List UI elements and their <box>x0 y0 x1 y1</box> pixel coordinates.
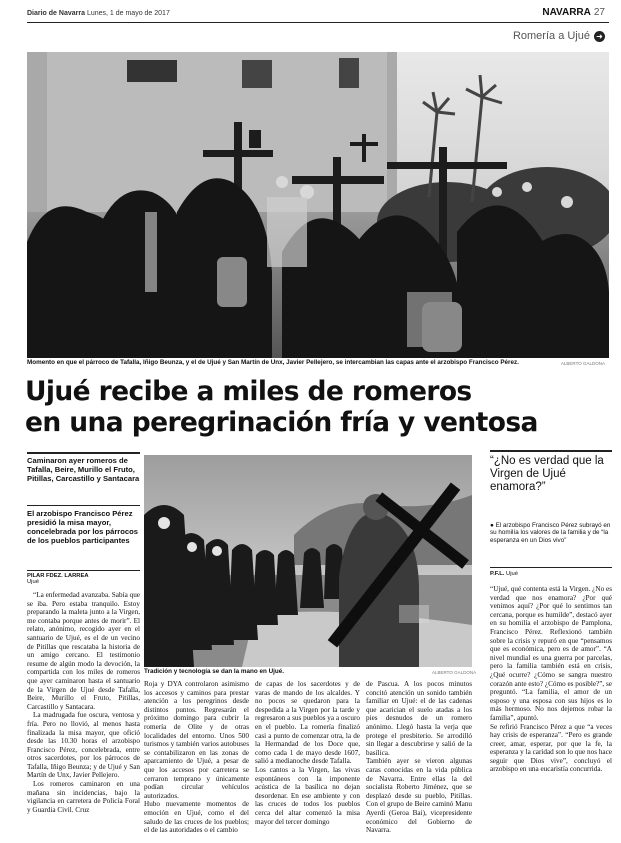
paragraph: “Ujué, qué contenta está la Virgen. ¿No es verdad que nos enamora? ¿Por qué venimos aquí? ¿Por qué lo sentimos tan cercana, porque es humilde”, destacó ayer en su homilía el arzobispo de Pamplona, Francisco Pérez. Reflexionó también sobre la crisis y repuró en que “pensamos que es económica, pero es de amor”. “A nivel mundial es una guerra por parcelas, pero la familia también está en crisis, ¿Qué ocurre? ¿Cómo se sangra nuestro corazón ante esto? ¿Cómo es posible?”, se preguntó. “La familia, el amor de un esposo y una esposa con sus hijos es lo más hermoso. No nos dejemos robar la familia”, apuntó. Se refirió Francisco Pérez a que “a veces hay crisis de esperanza”. “Pero es grande creer, amar, esperar, por que la fe, la esperanza y la caridad son lo que nos hace seguir que Dios vive”, concluyó el arzobispo en una eucaristía concurrida. <box>490 585 612 774</box>
top-photo-credit: ALBERTO GALDONA <box>560 361 605 366</box>
article-column-1 <box>27 591 140 835</box>
header-rule <box>27 22 609 23</box>
sidebar-byline-place: Ujué <box>506 571 518 577</box>
headline <box>25 376 545 438</box>
arrow-right-icon: ➜ <box>594 31 605 42</box>
summary-first: Caminaron ayer romeros de Tafalla, Beire, Murillo el Fruto, Pitillas, Carcastillo y Santacara <box>27 456 140 483</box>
page-header-dateline <box>27 10 170 17</box>
paragraph: Los romeros caminaron en una mañana sin incidencias, bajo la vigilancia en carretera de Policía Foral y Guardia Civil. Cruz <box>27 780 140 814</box>
sidebar-text <box>490 585 612 835</box>
topic-label <box>513 30 605 42</box>
issue-date: Lunes, 1 de mayo de 2017 <box>86 10 170 17</box>
bullet-icon: ● <box>490 522 494 529</box>
section-name: NAVARRA <box>542 7 591 18</box>
byline-rule <box>27 570 140 571</box>
article-column-4 <box>366 680 472 835</box>
middle-photo <box>144 455 472 667</box>
sidebar-subhead-text: El arzobispo Francisco Pérez subrayó en su homilía los valores de la familia y de “la esperanza en un Dios vivo” <box>490 522 611 544</box>
top-photo <box>27 52 609 358</box>
article-column-2 <box>144 680 249 835</box>
paragraph: La madrugada fue oscura, ventosa y fría. Pero no llovió, al menos hasta finalizada la misa mayor, que ofició desde las 10.30 horas el arzobispo Francisco Pérez, concelebrada, entre otros sacerdotes, por los párrocos de Tafalla, Iñigo Beunza; y de Ujué y San Martín de Unx, Javier Pellejero. <box>27 711 140 780</box>
byline <box>27 573 140 585</box>
middle-photo-caption: Tradición y tecnología se dan la mano en Ujué. <box>144 668 284 675</box>
paragraph: de capas de los sacerdotes y de varas de mando de los alcaldes. Y no pocos se quedaron para la despedida a la Virgen por la tarde y regresaron a sus pueblos ya a oscuro en el pueblo. La romería finalizó casi a punto de comenzar otra, la de la Hermandad de los Doce que, como cada 1 de mayo desde 1607, salió a medianoche desde Tafalla. Los cantos a la Virgen, las vivas espontáneos con la imponente acústica de la basílica no dejan desordenar. En ese ambiente y con las cruces de todos los pueblos cerca del altar comenzó la misa mayor del tercer domingo <box>255 680 360 826</box>
newspaper-name: Diario de Navarra <box>27 10 85 17</box>
topic-text: Romería a Ujué <box>512 30 590 42</box>
summary-rule <box>27 452 140 454</box>
middle-photo-credit: ALBERTO GALDONA <box>432 670 477 675</box>
summary-rule-2 <box>27 505 140 506</box>
paragraph: “La enfermedad avanzaba. Sabía que se iba. Pero estaba tranquilo. Estoy preparando la maleta junto a la Virgen, me contaba porque antes de morir”. El relato, anónimo, recogido ayer en el santuario de Ujué, es el de un vecino de Pitillas que rescataba la historia de un amigo cercano. El testimonio resume de algún modo la devoción, la compartida con los miles de romeros que ayer caminaron hasta el santuario de la Virgen de Ujué desde Tafalla, Beire, Murillo el Fruto, Pitillas, Carcastillo y Santacara. <box>27 591 140 711</box>
paragraph: Roja y DYA controlaron asimismo los accesos y caminos para prestar atención a los peregrinos desde distintos puntos. Regresarán el próximo domingo para cubrir la romería de Olite y de otras localidades del entorno. Unos 500 turismos y también varios autobuses se contabilizaron en las zonas de aparcamiento de Ujué, a pesar de que los accesos por carretera se cerraron temprano y únicamente podían circular vehículos autorizados. Hubo nuevamente momentos de emoción en Ujué, como el del saludo de las cruces de los pueblos; el de las autoridades o el cambio <box>144 680 249 835</box>
sidebar-byline-author: P.F.L. <box>490 571 505 577</box>
headline-line-1: Ujué recibe a miles de romeros <box>25 376 472 407</box>
byline-author: PILAR FDEZ. LARREA <box>27 573 89 579</box>
article-column-3 <box>255 680 360 835</box>
page-section-header <box>542 7 605 18</box>
summary-second: El arzobispo Francisco Pérez presidió la misa mayor, concelebrada por los párrocos de los pueblos participantes <box>27 509 138 545</box>
sidebar-quote: “¿No es verdad que la Virgen de Ujué enamora?” <box>490 455 604 493</box>
page-number: 27 <box>593 7 605 18</box>
paragraph: de Pascua. A los pocos minutos concitó atención un sonido también familiar en Ujué: el de las cadenas que acarician el suelo atadas a los pies desnudos de un romero anónimo. Llegó hasta la verja que protege el presbiterio. Se arrodilló sin llegar a descubrirse y salió de la basílica. También ayer se vieron algunas caras conocidas en la vida pública de Navarra. Entre ellas la del socialista Roberto Jiménez, que se desplazó desde su pueblo, Pitillas. Con el grupo de Beire caminó Manu Ayerdi (Geroa Bai), vicepresidente económico del Gobierno de Navarra. <box>366 680 472 835</box>
top-photo-caption: Momento en que el párroco de Tafalla, Iñigo Beunza, y el de Ujué y San Martín de Unx, Javier Pellejero, se intercambian las capas ante el arzobispo Francisco Pérez. <box>27 359 519 366</box>
headline-line-2: en una peregrinación fría y ventosa <box>25 407 538 438</box>
sidebar-rule-top <box>490 450 612 452</box>
byline-place: Ujué <box>27 579 39 585</box>
sidebar-subhead <box>490 522 612 544</box>
sidebar-byline <box>490 571 612 577</box>
sidebar-rule <box>490 567 612 568</box>
